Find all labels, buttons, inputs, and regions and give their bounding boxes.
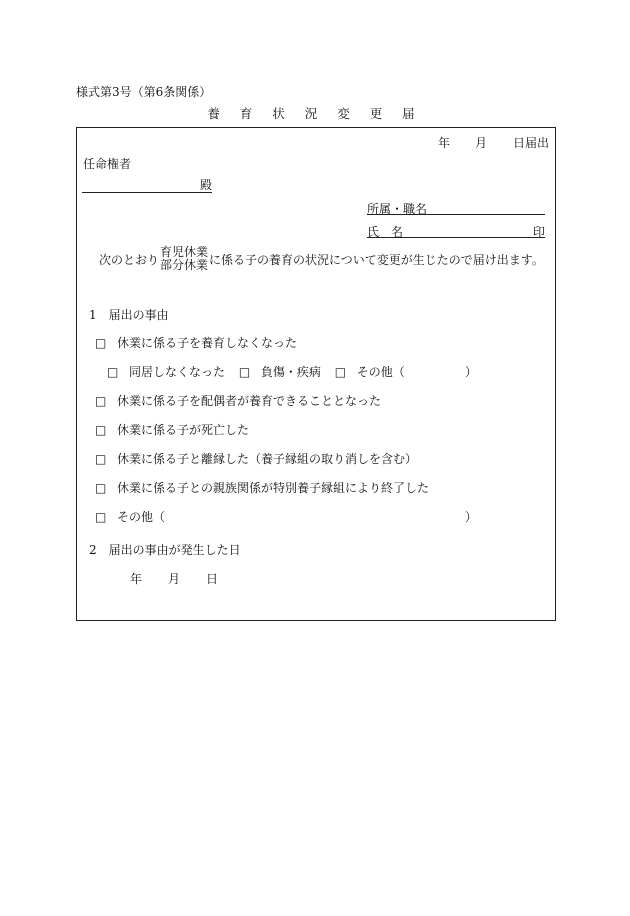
- leave-type-childcare: 育児休業: [160, 245, 209, 259]
- affiliation-field[interactable]: [367, 200, 545, 215]
- occurrence-date[interactable]: [130, 570, 218, 587]
- form-frame: [76, 127, 556, 621]
- reason-sub-options: [107, 363, 405, 380]
- reason-row-4[interactable]: [95, 450, 417, 467]
- reason-label: 休業に係る子との親族関係が特別養子縁組により終了した: [117, 481, 430, 495]
- lead-suffix: に係る子の養育の状況について変更が生じたので届け出ます。: [209, 252, 544, 267]
- reason-row-2[interactable]: [95, 392, 381, 409]
- name-field[interactable]: [367, 223, 545, 238]
- occ-day: 日: [206, 572, 219, 586]
- seal-mark: 印: [532, 225, 545, 239]
- checkbox-icon[interactable]: □: [95, 423, 107, 437]
- lead-sentence: [99, 246, 544, 272]
- reason-label: 休業に係る子を養育しなくなった: [117, 336, 298, 350]
- date-year: 年: [437, 136, 450, 150]
- checkbox-icon[interactable]: □: [95, 510, 107, 524]
- other-close-paren: ）: [465, 510, 478, 524]
- reason-label: その他（: [117, 510, 166, 524]
- sub-option-injury-illness: 負傷・疾病: [260, 365, 321, 379]
- checkbox-icon[interactable]: □: [334, 365, 347, 379]
- reason-row-5[interactable]: [95, 479, 429, 496]
- honorific: 殿: [199, 178, 212, 192]
- leave-type-stack: [160, 246, 208, 272]
- sub-option-other: その他（: [356, 365, 405, 379]
- checkbox-icon[interactable]: □: [95, 336, 107, 350]
- reason-row-3[interactable]: [95, 421, 249, 438]
- affiliation-label: 所属・職名: [367, 202, 428, 216]
- date-day: 日届出: [512, 136, 549, 150]
- addressee: 任命権者: [83, 157, 132, 171]
- sub-option-not-cohabiting: 同居しなくなった: [129, 365, 226, 379]
- submission-date: [438, 134, 549, 151]
- checkbox-icon[interactable]: □: [107, 365, 119, 379]
- checkbox-icon[interactable]: □: [95, 452, 107, 466]
- form-title: 養 育 状 況 変 更 届: [207, 106, 423, 121]
- reason-label: 休業に係る子を配偶者が養育できることとなった: [117, 394, 382, 408]
- reason-row-6[interactable]: [95, 508, 165, 525]
- form-number: 様式第3号（第6条関係）: [76, 85, 212, 99]
- reason-label: 休業に係る子と離縁した（養子縁組の取り消しを含む）: [117, 452, 418, 466]
- reason-row-1[interactable]: [95, 334, 297, 351]
- sub-other-close-paren: ）: [465, 365, 478, 379]
- reason-label: 休業に係る子が死亡した: [117, 423, 250, 437]
- checkbox-icon[interactable]: □: [95, 394, 107, 408]
- checkbox-icon[interactable]: □: [238, 365, 251, 379]
- date-month: 月: [474, 136, 487, 150]
- section-occurrence-title: 2 届出の事由が発生した日: [89, 543, 241, 557]
- checkbox-icon[interactable]: □: [95, 481, 107, 495]
- occ-year: 年: [130, 572, 143, 586]
- occ-month: 月: [168, 572, 181, 586]
- name-label: 氏 名: [367, 225, 404, 239]
- lead-prefix: 次のとおり: [99, 252, 160, 267]
- leave-type-partial: 部分休業: [160, 258, 209, 272]
- section-reason-title: 1 届出の事由: [89, 308, 169, 322]
- addressee-name-line[interactable]: [82, 178, 212, 193]
